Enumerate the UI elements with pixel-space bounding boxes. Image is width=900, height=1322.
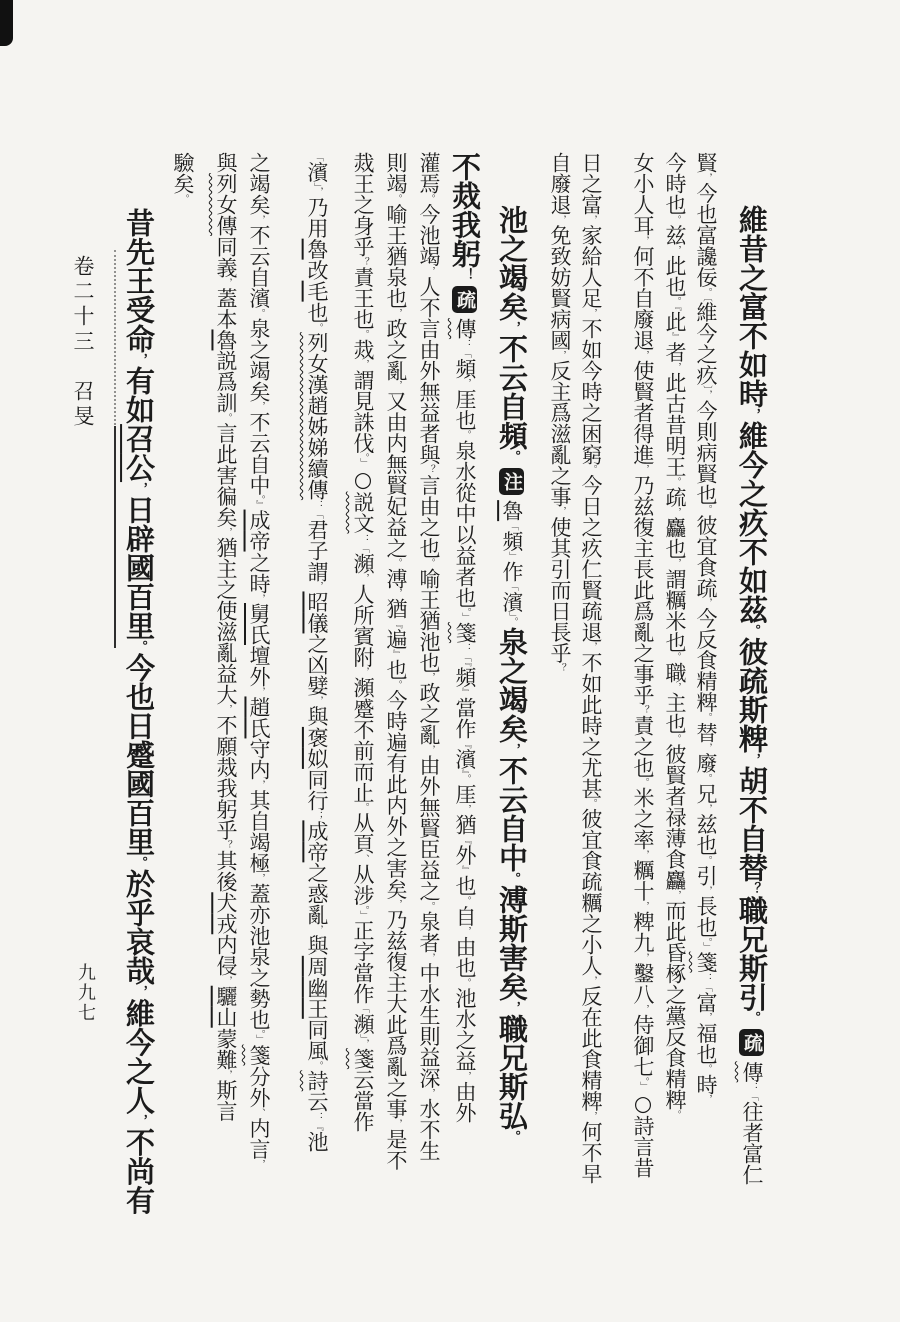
col-09-commentary: 灌焉。今池竭，人不言由外無益者與？言由之也。喻王猶池也，政之亂，由外無賢臣益之。泉者，中水生則益深，水不生: [417, 152, 441, 1162]
col-11-commentary: 烖王之身乎？責王也。烖，謂見誅伐。」○説文：「瀕，人所賓附，瀕蹙不前而止。从頁、从涉。」正字當作「瀕」，箋云當作: [351, 152, 375, 1133]
col-07-verse: 池之竭矣，不云自頻。注魯「頻」作「濱」。泉之竭矣，不云自中。溥斯害矣，職兄斯弘。: [495, 205, 529, 1143]
col-12-commentary: 「濱」，乃用魯改毛也。列女漢趙姊娣續傳：「君子謂，昭儀之凶嬖，與褒姒同行；成帝之惑亂，與周幽王同風。詩云：『池: [305, 152, 329, 1153]
col-05-commentary: 日之富，家給人足，不如今時之困窮。今日之疚仁賢疏退，不如此時之尤甚。彼宜食疏糲之小人，反在此食精粺，何不早: [579, 152, 603, 1185]
col-16-verse: 昔先王受命，有如召公，日辟國百里。今也日蹙國百里。於乎哀哉，維今之人，不尚有: [122, 208, 156, 1215]
col-06-commentary: 自廢退，免致妨賢病國，反主爲滋亂之事，使其引而日長乎？: [548, 152, 572, 673]
volume-header: 卷二十三 召旻: [71, 255, 95, 430]
col-04-commentary: 女小人耳，何不自廢退，使賢者得進，乃兹復主長此爲亂之事乎？責之也。米之率，糲十，粺九，鑿八，侍御七。」○詩言昔: [631, 152, 655, 1179]
col-13-commentary: 之竭矣，不云自濱。泉之竭矣，不云自中。』成帝之時，舅氏壇外，趙氏守内，其自竭極，蓋亦池泉之勢也。」箋分外、内言，: [247, 152, 271, 1169]
section-marker: 疏: [452, 286, 477, 313]
section-marker: 疏: [739, 1029, 764, 1056]
col-14-commentary: 與列女傳同義，蓋本魯説爲訓。言此害徧矣，猶主之使滋亂益大，不願烖我躬乎？其後犬戎内侵，驪山蒙難，斯言: [214, 152, 238, 1122]
col-10-commentary: 則竭。喻王猶泉也，政之亂，又由内無賢妃益之。溥，猶『遍』也。今時遍有此内外之害矣，乃兹復主大此爲亂之事，是不: [384, 152, 408, 1171]
col-03-commentary: 今時也。兹，此也。『此』者，此古昔明王。疏，麤也，謂糲米也。職，主也。彼賢者禄薄食麤，而此昏椓之黨反食精粺。: [663, 152, 687, 1120]
scan-corner-artifact: [0, 0, 13, 46]
col-08-verse: 不烖我躬！疏傳：「頻，厓也。泉水從中以益者也。」箋：「『頻』當作『濱』。厓，猶『外』也。自，由也。池水之益，由外: [448, 152, 482, 1123]
col-02-commentary: 賢，今也富讒佞。〔維今之疚〕，今則病賢也。彼宜食疏，今反食精粺。替，廢。兄，兹也。引，長也。」箋：「富，福也。時，: [694, 152, 718, 1104]
page-number: 九九七: [75, 963, 96, 1023]
col-01-verse: 維昔之富不如時，維今之疚不如茲。彼疏斯粺，胡不自替？職兄斯引。疏傳：「往者富仁: [735, 205, 769, 1186]
margin-rule-dotted: [114, 250, 116, 425]
margin-rule-solid: [114, 426, 116, 648]
section-marker: 注: [499, 468, 524, 495]
col-15-commentary: 驗矣。: [171, 152, 195, 204]
